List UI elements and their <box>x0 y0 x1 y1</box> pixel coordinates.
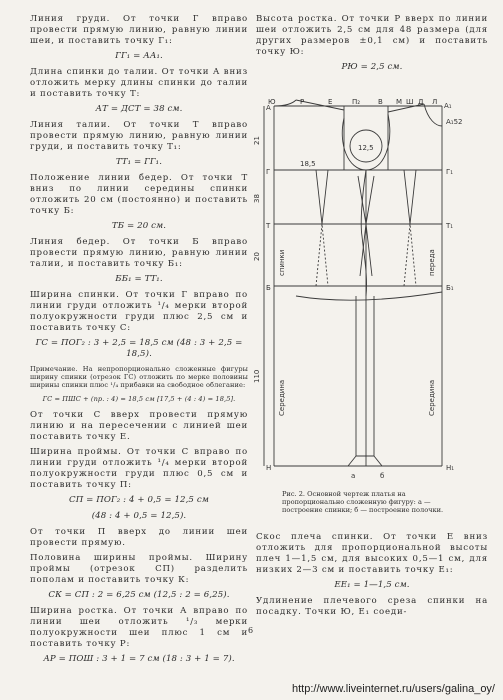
left-text-column <box>30 14 248 670</box>
formula: СП = ПОГ₂ : 4 + 0,5 = 12,5 см <box>69 494 209 505</box>
pattern-svg <box>253 96 488 480</box>
svg-text:38: 38 <box>253 194 261 203</box>
svg-text:В: В <box>378 98 383 106</box>
paragraph: Половина ширины проймы. Ширину проймы (отрезок СП) разделить пополам и поставить точку К: <box>30 552 248 585</box>
paragraph: Высота ростка. От точки Р вверх по линии шеи отложить 2,5 см для 48 размера (для других размеров ±0,1 см) и поставить точку Ю: <box>256 14 488 57</box>
paragraph: Линия бедер. От точки Б вправо провести прямую линию, равную линии талии, и поставить точку Б₁: <box>30 237 248 269</box>
paragraph: Ширина проймы. От точки С вправо по линии груди отложить ¹/₄ мерки второй полуокружности груди плюс 0,5 см и поставить точку П: <box>30 446 248 490</box>
svg-text:П₂: П₂ <box>352 98 361 106</box>
svg-text:Середина: Середина <box>278 379 286 416</box>
svg-text:Б₁: Б₁ <box>446 284 454 292</box>
svg-text:12,5: 12,5 <box>358 144 374 152</box>
svg-text:18,5: 18,5 <box>300 160 316 168</box>
svg-text:Г₁: Г₁ <box>446 168 454 176</box>
svg-text:Г: Г <box>266 168 271 176</box>
svg-text:Е: Е <box>328 98 333 106</box>
paragraph: Положение линии бедер. От точки Т вниз по линии середины спинки отложить 20 см (постоянно) и поставить точку Б: <box>30 173 248 216</box>
page-number: 6 <box>248 626 254 635</box>
formula: ТТ₁ = ГГ₁. <box>115 157 163 167</box>
paragraph: От точки С вверх провести прямую линию и на пересечении с линией шеи поставить точку Е. <box>30 409 248 442</box>
paragraph: Длина спинки до талии. От точки А вниз отложить мерку длины спинки до талии и поставить точку Т: <box>30 67 248 99</box>
formula: РЮ = 2,5 см. <box>341 62 403 72</box>
svg-text:110: 110 <box>253 369 261 383</box>
svg-text:21: 21 <box>253 136 261 145</box>
svg-text:М: М <box>396 98 403 106</box>
svg-text:спинки: спинки <box>278 249 286 276</box>
note: Примечание. На непропорционально сложенные фигуры ширину спинки (отрезок ГС) отложить по мерке половины ширины спинки плюс ¹/₄ прибавки на свободное облегание: <box>30 365 248 390</box>
svg-text:переда: переда <box>428 249 436 276</box>
watermark-url: http://www.liveinternet.ru/users/galina_oy/ <box>292 683 495 695</box>
right-top-text <box>256 14 488 78</box>
paragraph: Линия талии. От точки Т вправо провести прямую линию, равную линии груди, и поставить точку Т₁: <box>30 120 248 152</box>
svg-text:Середина: Середина <box>428 379 436 416</box>
svg-text:Л: Л <box>432 98 438 106</box>
svg-text:20: 20 <box>253 252 261 261</box>
formula: (48 : 4 + 0,5 = 12,5). <box>91 510 187 521</box>
paragraph: Ширина спинки. От точки Г вправо по линии груди отложить ¹/₄ мерки второй полуокружности груди плюс 2,5 см и поставить точку С: <box>30 290 248 333</box>
svg-text:а: а <box>351 472 356 480</box>
formula: АР = ПОШ : 3 + 1 = 7 см (18 : 3 + 1 = 7). <box>43 653 235 664</box>
paragraph: Ширина ростка. От точки А вправо по линии шеи отложить ¹/₃ мерки полуокружности шеи плюс 1 см и поставить точку Р: <box>30 605 248 649</box>
formula: ГГ₁ = АА₁. <box>115 51 163 61</box>
noteformula: ГС = ПШС + (пр. : 4) = 18,5 см [17,5 + (4 : 4) = 18,5]. <box>42 394 236 403</box>
formula: СК = СП : 2 = 6,25 см (12,5 : 2 = 6,25). <box>48 589 230 600</box>
svg-text:А₁: А₁ <box>444 102 452 110</box>
right-bottom-text <box>256 532 488 622</box>
svg-text:Б: Б <box>266 284 271 292</box>
svg-text:Н: Н <box>266 464 272 472</box>
formula: ГС = ПОГ₂ : 3 + 2,5 = 18,5 см (48 : 3 + 2,5 = 18,5). <box>35 338 243 359</box>
paragraph: Скос плеча спинки. От точки Е вниз отложить для пропорциональной высоты плеч 1—1,5 см, для высоких 0,5—1 см, для низких 2—3 см и поставить точку Е₁: <box>256 532 488 575</box>
svg-text:Р: Р <box>300 98 305 106</box>
svg-text:Ш: Ш <box>406 98 414 106</box>
svg-text:Т: Т <box>266 222 271 230</box>
svg-text:Д: Д <box>418 98 424 106</box>
formula: ЕЕ₁ = 1—1,5 см. <box>334 580 410 590</box>
svg-text:Н₁: Н₁ <box>446 464 455 472</box>
svg-text:Ю: Ю <box>268 98 276 106</box>
formula: АТ = ДСТ = 38 см. <box>95 104 183 114</box>
svg-text:Т₁: Т₁ <box>446 222 454 230</box>
paragraph: Линия груди. От точки Г вправо провести прямую линию, равную линии шеи, и поставить точку Г₁: <box>30 14 248 46</box>
paragraph: От точки П вверх до линии шеи провести прямую. <box>30 526 248 548</box>
svg-text:А: А <box>266 104 271 112</box>
formula: ТБ = 20 см. <box>111 221 167 231</box>
svg-text:А₁52: А₁52 <box>446 118 463 126</box>
pattern-drawing <box>253 96 488 480</box>
figure-caption: Рис. 2. Основной чертеж платья на пропорционально сложенную фигуру: а — построение спинки; б — построение полочки. <box>282 490 444 514</box>
paragraph: Удлинение плечевого среза спинки на посадку. Точки Ю, Е₁ соеди- <box>256 596 488 617</box>
formula: ББ₁ = ТТ₁. <box>115 274 163 284</box>
svg-text:б: б <box>380 472 385 480</box>
